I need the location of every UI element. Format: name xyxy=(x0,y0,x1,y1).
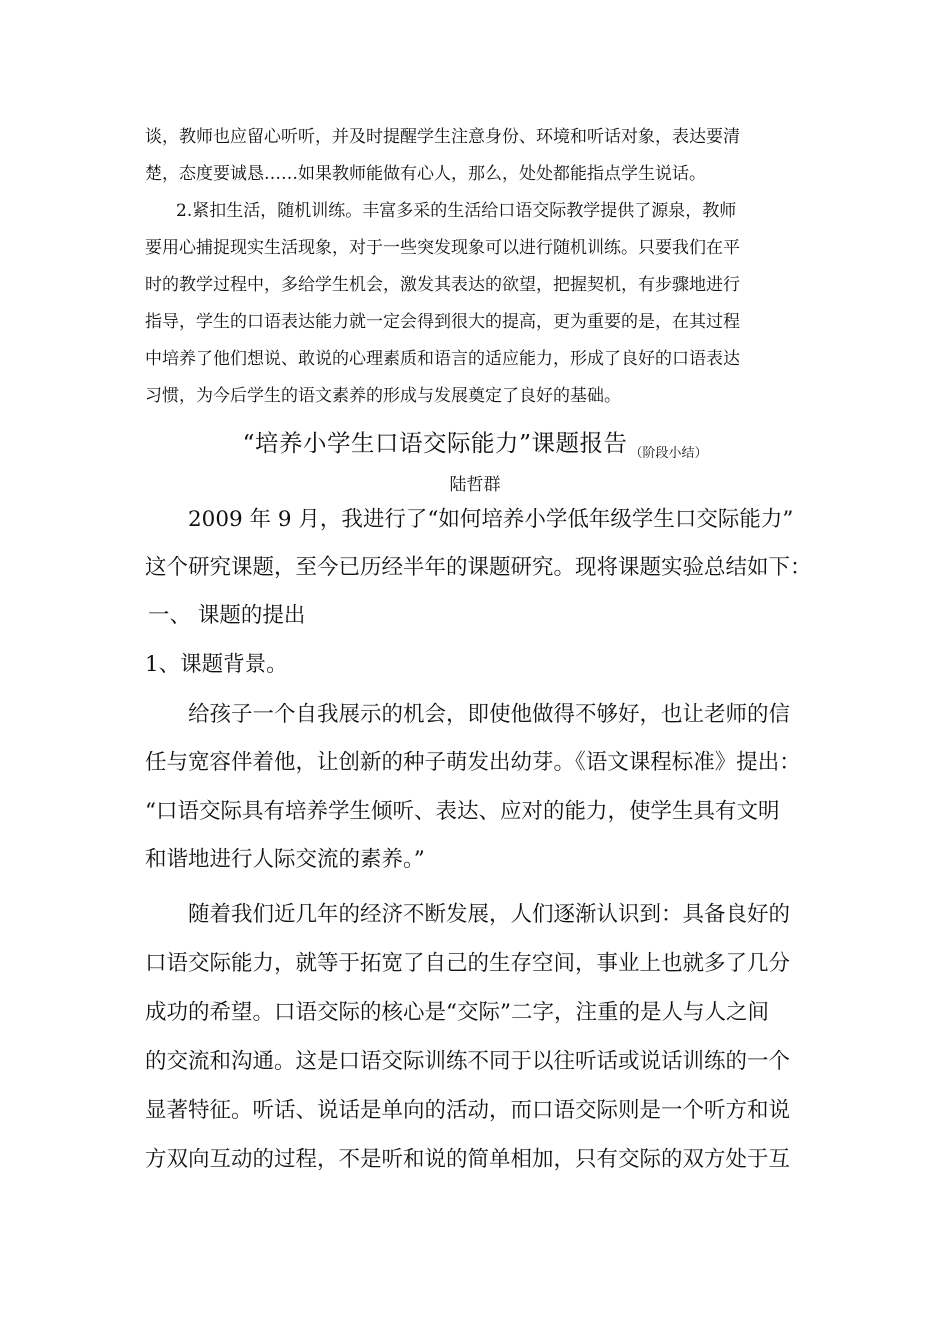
text-line: 指导，学生的口语表达能力就一定会得到很大的提高，更为重要的是，在其过程 xyxy=(145,312,740,332)
text-line: 2009 年 9 月，我进行了“如何培养小学低年级学生口交际能力” xyxy=(188,507,794,532)
text-line: 的交流和沟通。这是口语交际训练不同于以往听话或说话训练的一个 xyxy=(145,1049,791,1074)
text-line: “口语交际具有培养学生倾听、表达、应对的能力，使学生具有文明 xyxy=(145,799,780,824)
report-title xyxy=(0,424,950,461)
author-name: 陆哲群 xyxy=(449,475,501,495)
text-line: 任与宽容伴着他，让创新的种子萌发出幼芽。《语文课程标准》提出： xyxy=(145,750,801,775)
text-line: 方双向互动的过程，不是听和说的简单相加，只有交际的双方处于互 xyxy=(145,1147,791,1172)
text-line: 谈，教师也应留心听听，并及时提醒学生注意身份、环境和听话对象，表达要清 xyxy=(145,127,740,147)
section-heading: 一、 课题的提出 xyxy=(148,603,306,628)
report-title-text: “培养小学生口语交际能力”课题报告 xyxy=(242,429,628,457)
text-line: 要用心捕捉现实生活现象，对于一些突发现象可以进行随机训练。只要我们在平 xyxy=(145,238,740,258)
text-line: 显著特征。听话、说话是单向的活动，而口语交际则是一个听方和说 xyxy=(145,1098,791,1123)
text-line: 这个研究课题，至今已历经半年的课题研究。现将课题实验总结如下： xyxy=(145,555,812,580)
text-line: 口语交际能力，就等于拓宽了自己的生存空间，事业上也就多了几分 xyxy=(145,951,791,976)
text-line: 楚，态度要诚恳……如果教师能做有心人，那么，处处都能指点学生说话。 xyxy=(145,164,706,184)
text-line: 和谐地进行人际交流的素养。” xyxy=(145,847,425,872)
text-line: 2.紧扣生活，随机训练。丰富多采的生活给口语交际教学提供了源泉，教师 xyxy=(176,201,737,221)
text-line: 成功的希望。口语交际的核心是“交际”二字，注重的是人与人之间 xyxy=(145,1000,769,1025)
text-line: 时的教学过程中，多给学生机会，激发其表达的欲望，把握契机，有步骤地进行 xyxy=(145,275,740,295)
subsection-heading: 1、课题背景。 xyxy=(145,652,288,677)
text-line: 习惯，为今后学生的语文素养的形成与发展奠定了良好的基础。 xyxy=(145,386,621,406)
text-line: 随着我们近几年的经济不断发展，人们逐渐认识到：具备良好的 xyxy=(188,902,791,927)
report-subtitle: （阶段小结） xyxy=(629,446,708,461)
text-line: 中培养了他们想说、敢说的心理素质和语言的适应能力，形成了良好的口语表达 xyxy=(145,349,740,369)
text-line: 给孩子一个自我展示的机会，即使他做得不够好，也让老师的信 xyxy=(188,702,791,727)
